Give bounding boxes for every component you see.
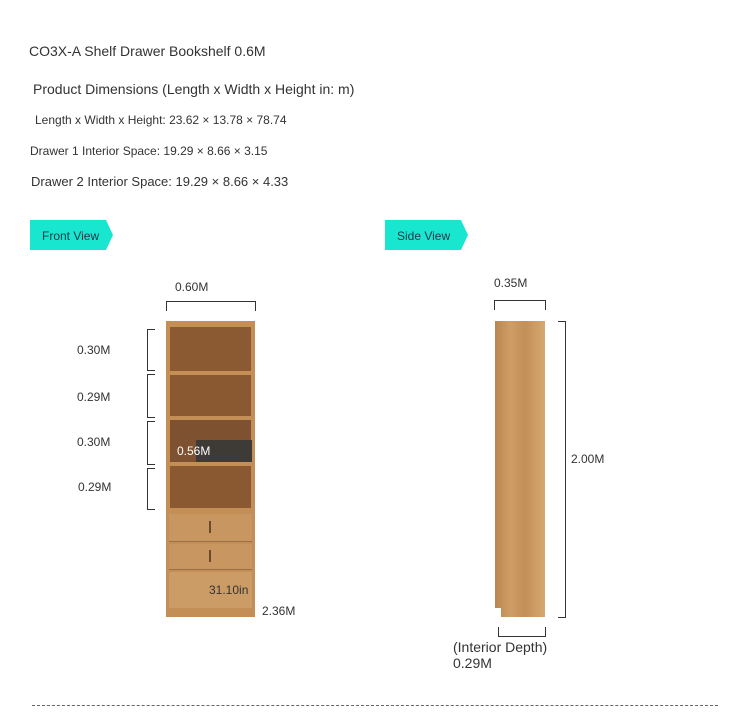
side-height-label: 2.00M: [571, 452, 605, 466]
shelf-compartment: [170, 375, 251, 416]
inner-width-label: 0.56M: [177, 444, 211, 458]
shelf-height-label: 0.29M: [78, 480, 112, 494]
front-width-label: 0.60M: [175, 280, 209, 294]
shelf-bracket: [147, 329, 155, 371]
shelf-height-label: 0.29M: [77, 390, 111, 404]
interior-depth-heading: (Interior Depth): [453, 639, 548, 655]
bookshelf-side: [495, 321, 545, 617]
shelf-height-label: 0.30M: [77, 435, 111, 449]
drawer-1: [169, 514, 252, 542]
interior-depth-bracket: [498, 627, 546, 637]
bottom-note-label: 2.36M: [262, 604, 296, 618]
interior-depth-value: 0.29M: [453, 655, 492, 671]
side-view-tag: Side View: [385, 220, 461, 250]
bookshelf-front: [166, 321, 255, 617]
front-width-bracket: [166, 301, 256, 311]
shelf-height-label: 0.30M: [77, 343, 111, 357]
drawer-2: [169, 544, 252, 570]
drawer-width-label: 31.10in: [209, 583, 249, 597]
shelf-compartment: [170, 466, 251, 508]
overall-dimensions: Length x Width x Height: 23.62 × 13.78 × 78.74: [35, 113, 287, 127]
drawer-handle: [209, 521, 211, 533]
product-title: CO3X-A Shelf Drawer Bookshelf 0.6M: [29, 43, 266, 59]
drawer1-dimensions: Drawer 1 Interior Space: 19.29 × 8.66 × 3.15: [30, 144, 268, 158]
drawer2-dimensions: Drawer 2 Interior Space: 19.29 × 8.66 × 4.33: [31, 174, 289, 189]
base-notch: [495, 608, 501, 617]
side-depth-label: 0.35M: [494, 276, 528, 290]
shelf-bracket: [147, 421, 155, 465]
front-view-tag: Front View: [30, 220, 106, 250]
drawer-handle: [209, 550, 211, 562]
dimensions-heading: Product Dimensions (Length x Width x Height in: m): [33, 81, 355, 97]
shelf-compartment: [170, 327, 251, 371]
side-depth-bracket: [494, 300, 546, 310]
divider: [32, 705, 718, 706]
side-height-bracket: [558, 321, 566, 618]
shelf-bracket: [147, 374, 155, 418]
shelf-bracket: [147, 468, 155, 510]
